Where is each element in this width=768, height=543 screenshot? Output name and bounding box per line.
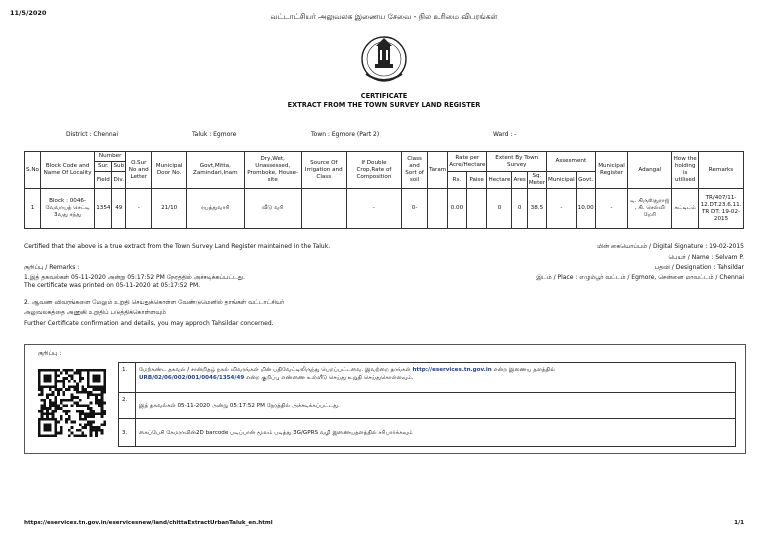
signatory-name: பெயர் / Name : Selvam P. (668, 254, 744, 261)
th-dry: Dry,Wet, Unassessed, Promboke, House-site (244, 152, 301, 189)
ward-label: Ward : - (493, 131, 517, 138)
cell-door: 21/10 (152, 189, 186, 229)
remark-line-4: அலுவலகத்தை அணுகி உறுதிப் படுத்திக்கொள்ளவும் (24, 309, 166, 316)
page-number: 1/1 (734, 520, 744, 526)
note-number: 2. (119, 393, 136, 419)
certificate-title (0, 92, 768, 110)
th-taram: Taram (428, 152, 448, 189)
qr-code-icon (38, 369, 106, 437)
cell-sur: 1354 (95, 189, 112, 229)
note-1-text-b: என்ற இணைய தளத்தில் (491, 367, 555, 373)
th-govt-amount: Govt. (576, 172, 595, 189)
note-1 (136, 363, 736, 393)
th-sqm: Sq. Meter (527, 172, 546, 189)
signatory-designation: பதவி / Designation : Tahsildar (654, 264, 744, 271)
notes-label: குறிப்பு : (38, 350, 62, 357)
cell-sqm: 38.5 (527, 189, 546, 229)
th-number: Number (95, 152, 126, 162)
remark-line-3: 2. ஆவண விவரங்களை மேலும் உறுதி செய்துக்கொள்ள வேண்டுமெனில் தாங்கள் வட்டாட்சியர் (24, 299, 285, 306)
note-2: இத் தகவல்கள் 05-11-2020 அன்று 05:17:52 PM நேரத்தில் அச்சடிக்கப்பட்டது. (136, 393, 736, 419)
th-osur: O.Sur No and Letter (126, 152, 152, 189)
cell-register: - (595, 189, 628, 229)
note-3: கைப்பேசி கேமராவின்2D barcode படிப்பான் மூலம் படித்து 3G/GPRS வழி இணையதளத்தில் சரிபார்க்கவும் (136, 419, 736, 447)
cell-source (301, 189, 346, 229)
th-sub: Sub (112, 162, 126, 172)
signature-place: இடம் / Place : எழும்பூர் வட்டம் / Egmore, சென்னை மாவட்டம் / Chennai (536, 274, 744, 281)
town-label: Town : Egmore (Part 2) (311, 131, 380, 138)
cell-govt-amount: 10.00 (576, 189, 595, 229)
th-assessment: Assesment (547, 152, 596, 172)
certified-text: Certified that the above is a true extract from the Town Survey Land Register maintained in the Taluk. (24, 243, 331, 250)
th-ares: Ares (512, 172, 527, 189)
th-block: Block Code and Name Of Locality (40, 152, 94, 189)
th-source: Source Of Irrigation and Class (301, 152, 346, 189)
th-door: Municipal Door No. (152, 152, 186, 189)
remarks-label: குறிப்பு / Remarks : (24, 264, 80, 271)
cell-paise (466, 189, 487, 229)
cell-ares: 0 (512, 189, 527, 229)
cell-adangal: டி. கிருஸ்துராஜ் , கி. செல்வி மேரி (628, 189, 672, 229)
th-adangal: Adangal (628, 152, 672, 189)
land-register-table (24, 151, 744, 229)
note-1-text-c: என்ற குறிப்பு எண்ணை உள்ளீடு செய்து உறுதி செய்துகொள்ளவும். (244, 375, 414, 381)
page-header-title: வட்டாட்சியர் அலுவலக இணைய சேவை - நில உரிமை விபரங்கள் (270, 12, 498, 21)
signature-line: மின் கையொப்பம் / Digital Signature : 19-02-2015 (597, 243, 744, 250)
cell-govt: ரயத்துவாரி (186, 189, 244, 229)
certificate-subheading: EXTRACT FROM THE TOWN SURVEY LAND REGISTER (287, 101, 481, 109)
th-paise: Paise (466, 172, 487, 189)
remark-line-1: 1.இத் தகவல்கள் 05-11-2020 அன்று 05:17:52 PM நேரத்தில் அச்சடிக்கப்பட்டது. (24, 274, 246, 281)
print-date: 11/5/2020 (10, 9, 47, 17)
th-class: Class and Sort of soil (402, 152, 428, 189)
th-hectare: Hectare (487, 172, 512, 189)
district-label: District : Chennai (66, 131, 119, 138)
th-municipal: Municipal (547, 172, 577, 189)
cell-remarks: TR/407/11-12.DT.23.6.11. TR DT: 19-02-2015 (699, 189, 744, 229)
th-field: Field (95, 172, 112, 189)
cell-sub: 49 (112, 189, 126, 229)
cell-class: 0- (402, 189, 428, 229)
th-rs: Rs. (448, 172, 466, 189)
note-number: 1. (119, 363, 136, 393)
table-row (25, 189, 744, 229)
cell-municipal: - (547, 189, 577, 229)
th-sno: S.No (25, 152, 41, 189)
cell-sno: 1 (25, 189, 41, 229)
notes-table (118, 362, 736, 447)
taluk-label: Taluk : Egmore (192, 131, 237, 138)
cell-holding: கட்டிடம் (672, 189, 699, 229)
remark-line-2: The certificate was printed on 05-11-2020 at 05:17:52 PM. (24, 282, 201, 289)
th-extent: Extent By Town Survey (487, 152, 547, 172)
cell-double: - (346, 189, 401, 229)
cell-osur: - (126, 189, 152, 229)
th-double: If Double Crop,Rate of Composition (346, 152, 401, 189)
th-rate: Rate per Acre/Hectare (448, 152, 487, 172)
note-number: 3. (119, 419, 136, 447)
th-holding: How the holding is utilised (672, 152, 699, 189)
th-govt: Govt,Mitta, Zamindari,Inam (186, 152, 244, 189)
footer-url: https://eservices.tn.gov.in/eservicesnew/land/chittaExtractUrbanTaluk_en.html (24, 520, 273, 526)
reference-code: URB/02/06/002/001/0046/1354/49 (139, 375, 245, 381)
remark-line-5: Further Certificate confirmation and details, you may approch Tahsildar concerned. (24, 320, 274, 327)
th-div: Div. (112, 172, 126, 189)
cell-block: Block : 0046- வேவாயத் செட்டி 3வது சந்து (40, 189, 94, 229)
cell-dry: வீடு வரி (244, 189, 301, 229)
cell-hectare: 0 (487, 189, 512, 229)
cell-rs: 0.00 (448, 189, 466, 229)
eservices-link[interactable]: http://eservices.tn.gov.in (412, 367, 492, 373)
th-register: Municipal Register (595, 152, 628, 189)
tamil-nadu-emblem-icon (358, 34, 410, 88)
th-remarks: Remarks (699, 152, 744, 189)
note-1-text: மேற்கண்ட தகவல் / சான்றிதழ் நகல் விவரங்கள் மின் பதிவேட்டிலிருந்து பெறப்பட்டவை. இவற்றை தாங்கள் (139, 367, 413, 373)
th-sur: Sur. (95, 162, 112, 172)
cell-taram (428, 189, 448, 229)
certificate-heading: CERTIFICATE (360, 92, 408, 100)
